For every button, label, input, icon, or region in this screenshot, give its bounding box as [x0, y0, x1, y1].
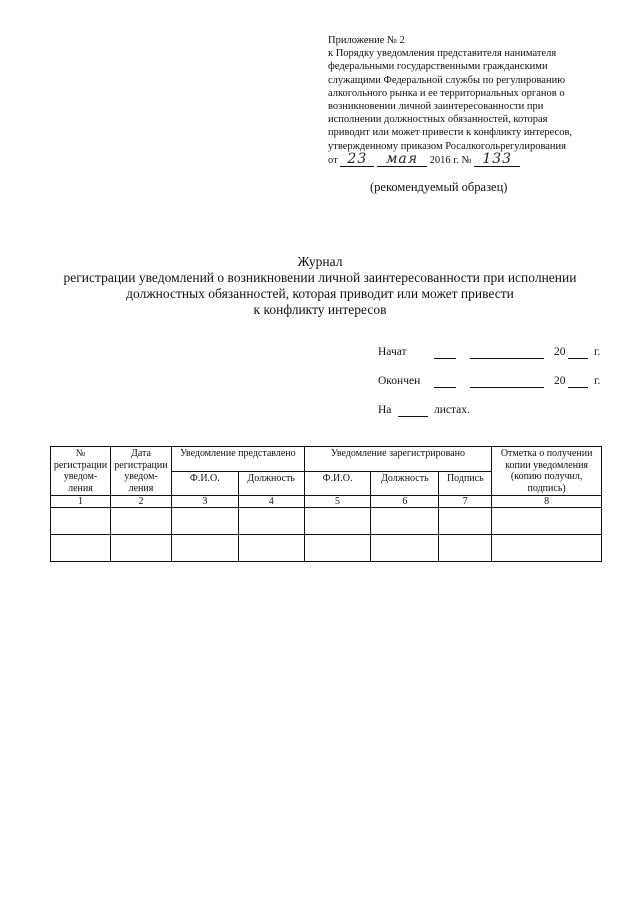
header-registered-fio: Ф.И.О. [304, 471, 371, 496]
journal-heading [0, 254, 640, 318]
order-date-line [328, 150, 628, 167]
order-year: 2016 г. № [429, 154, 472, 166]
table-cell [371, 508, 439, 535]
header-registration-number: № регистрации уведом-ления [51, 447, 111, 496]
sheets-count-blank [398, 404, 428, 417]
sheets-prefix: На [378, 404, 392, 416]
table-cell [238, 508, 304, 535]
started-day-blank [434, 346, 456, 359]
table-cell [439, 535, 492, 562]
order-month: мая [377, 153, 427, 167]
table-cell [51, 535, 111, 562]
ended-year-prefix: 20 [554, 375, 566, 387]
column-number: 3 [171, 496, 238, 508]
table-cell [171, 508, 238, 535]
appendix-line: алкогольного рынка и ее территориальных органов о [328, 87, 565, 99]
header-copy-received: Отметка о получении копии уведомления (копию получил, подпись) [492, 447, 602, 496]
journal-title: Журнал [297, 254, 343, 269]
header-registered-group: Уведомление зарегистрировано [304, 447, 492, 472]
order-day: 23 [340, 153, 374, 167]
started-year-suffix: г. [594, 346, 601, 358]
table-cell [51, 508, 111, 535]
appendix-line: утвержденному приказом Росалкогольрегулирования [328, 140, 566, 152]
column-number: 8 [492, 496, 602, 508]
column-number: 2 [110, 496, 171, 508]
order-number: 133 [474, 153, 520, 167]
sample-label: (рекомендуемый образец) [370, 180, 508, 194]
ended-day-blank [434, 375, 456, 388]
table-cell [304, 508, 371, 535]
column-number: 4 [238, 496, 304, 508]
column-numbers-row [51, 496, 602, 508]
table-cell [439, 508, 492, 535]
appendix-block [328, 34, 628, 167]
appendix-line: служащими Федеральной службы по регулированию [328, 74, 566, 86]
appendix-line: возникновении личной заинтересованности при [328, 101, 544, 113]
appendix-line: к Порядку уведомления представителя нанимателя [328, 48, 557, 60]
table-cell [171, 535, 238, 562]
appendix-line: приводит или может привести к конфликту интересов, [328, 127, 573, 139]
table-cell [110, 508, 171, 535]
sheets-suffix: листах. [434, 404, 470, 416]
ended-year-blank [568, 375, 588, 388]
journal-subtitle-line: должностных обязанностей, которая приводит или может привести [126, 286, 514, 301]
table-cell [304, 535, 371, 562]
table-row [51, 535, 602, 562]
header-registered-signature: Подпись [439, 471, 492, 496]
column-number: 5 [304, 496, 371, 508]
journal-table [50, 446, 602, 562]
header-registration-date: Дата регистрации уведом-ления [110, 447, 171, 496]
table-cell [238, 535, 304, 562]
column-number: 6 [371, 496, 439, 508]
table-cell [371, 535, 439, 562]
header-submitted-group: Уведомление представлено [171, 447, 304, 472]
started-label: Начат [378, 346, 407, 358]
ended-label: Окончен [378, 375, 421, 387]
header-submitted-position: Должность [238, 471, 304, 496]
column-number: 7 [439, 496, 492, 508]
table-row [51, 508, 602, 535]
table-cell [492, 535, 602, 562]
journal-subtitle-line: регистрации уведомлений о возникновении личной заинтересованности при исполнении [63, 270, 577, 285]
header-registered-position: Должность [371, 471, 439, 496]
appendix-title: Приложение № 2 [328, 35, 405, 46]
table-header-row [51, 447, 602, 472]
ended-month-blank [470, 375, 544, 388]
table-cell [110, 535, 171, 562]
ended-year-suffix: г. [594, 375, 601, 387]
table-cell [492, 508, 602, 535]
header-submitted-fio: Ф.И.О. [171, 471, 238, 496]
journal-subtitle-line: к конфликту интересов [253, 302, 387, 317]
started-year-prefix: 20 [554, 346, 566, 358]
appendix-line: федеральными государственными гражданскими [328, 61, 548, 73]
column-number: 1 [51, 496, 111, 508]
appendix-line: исполнении должностных обязанностей, которая [328, 114, 548, 126]
order-prefix: от [328, 154, 338, 166]
started-month-blank [470, 346, 544, 359]
started-year-blank [568, 346, 588, 359]
